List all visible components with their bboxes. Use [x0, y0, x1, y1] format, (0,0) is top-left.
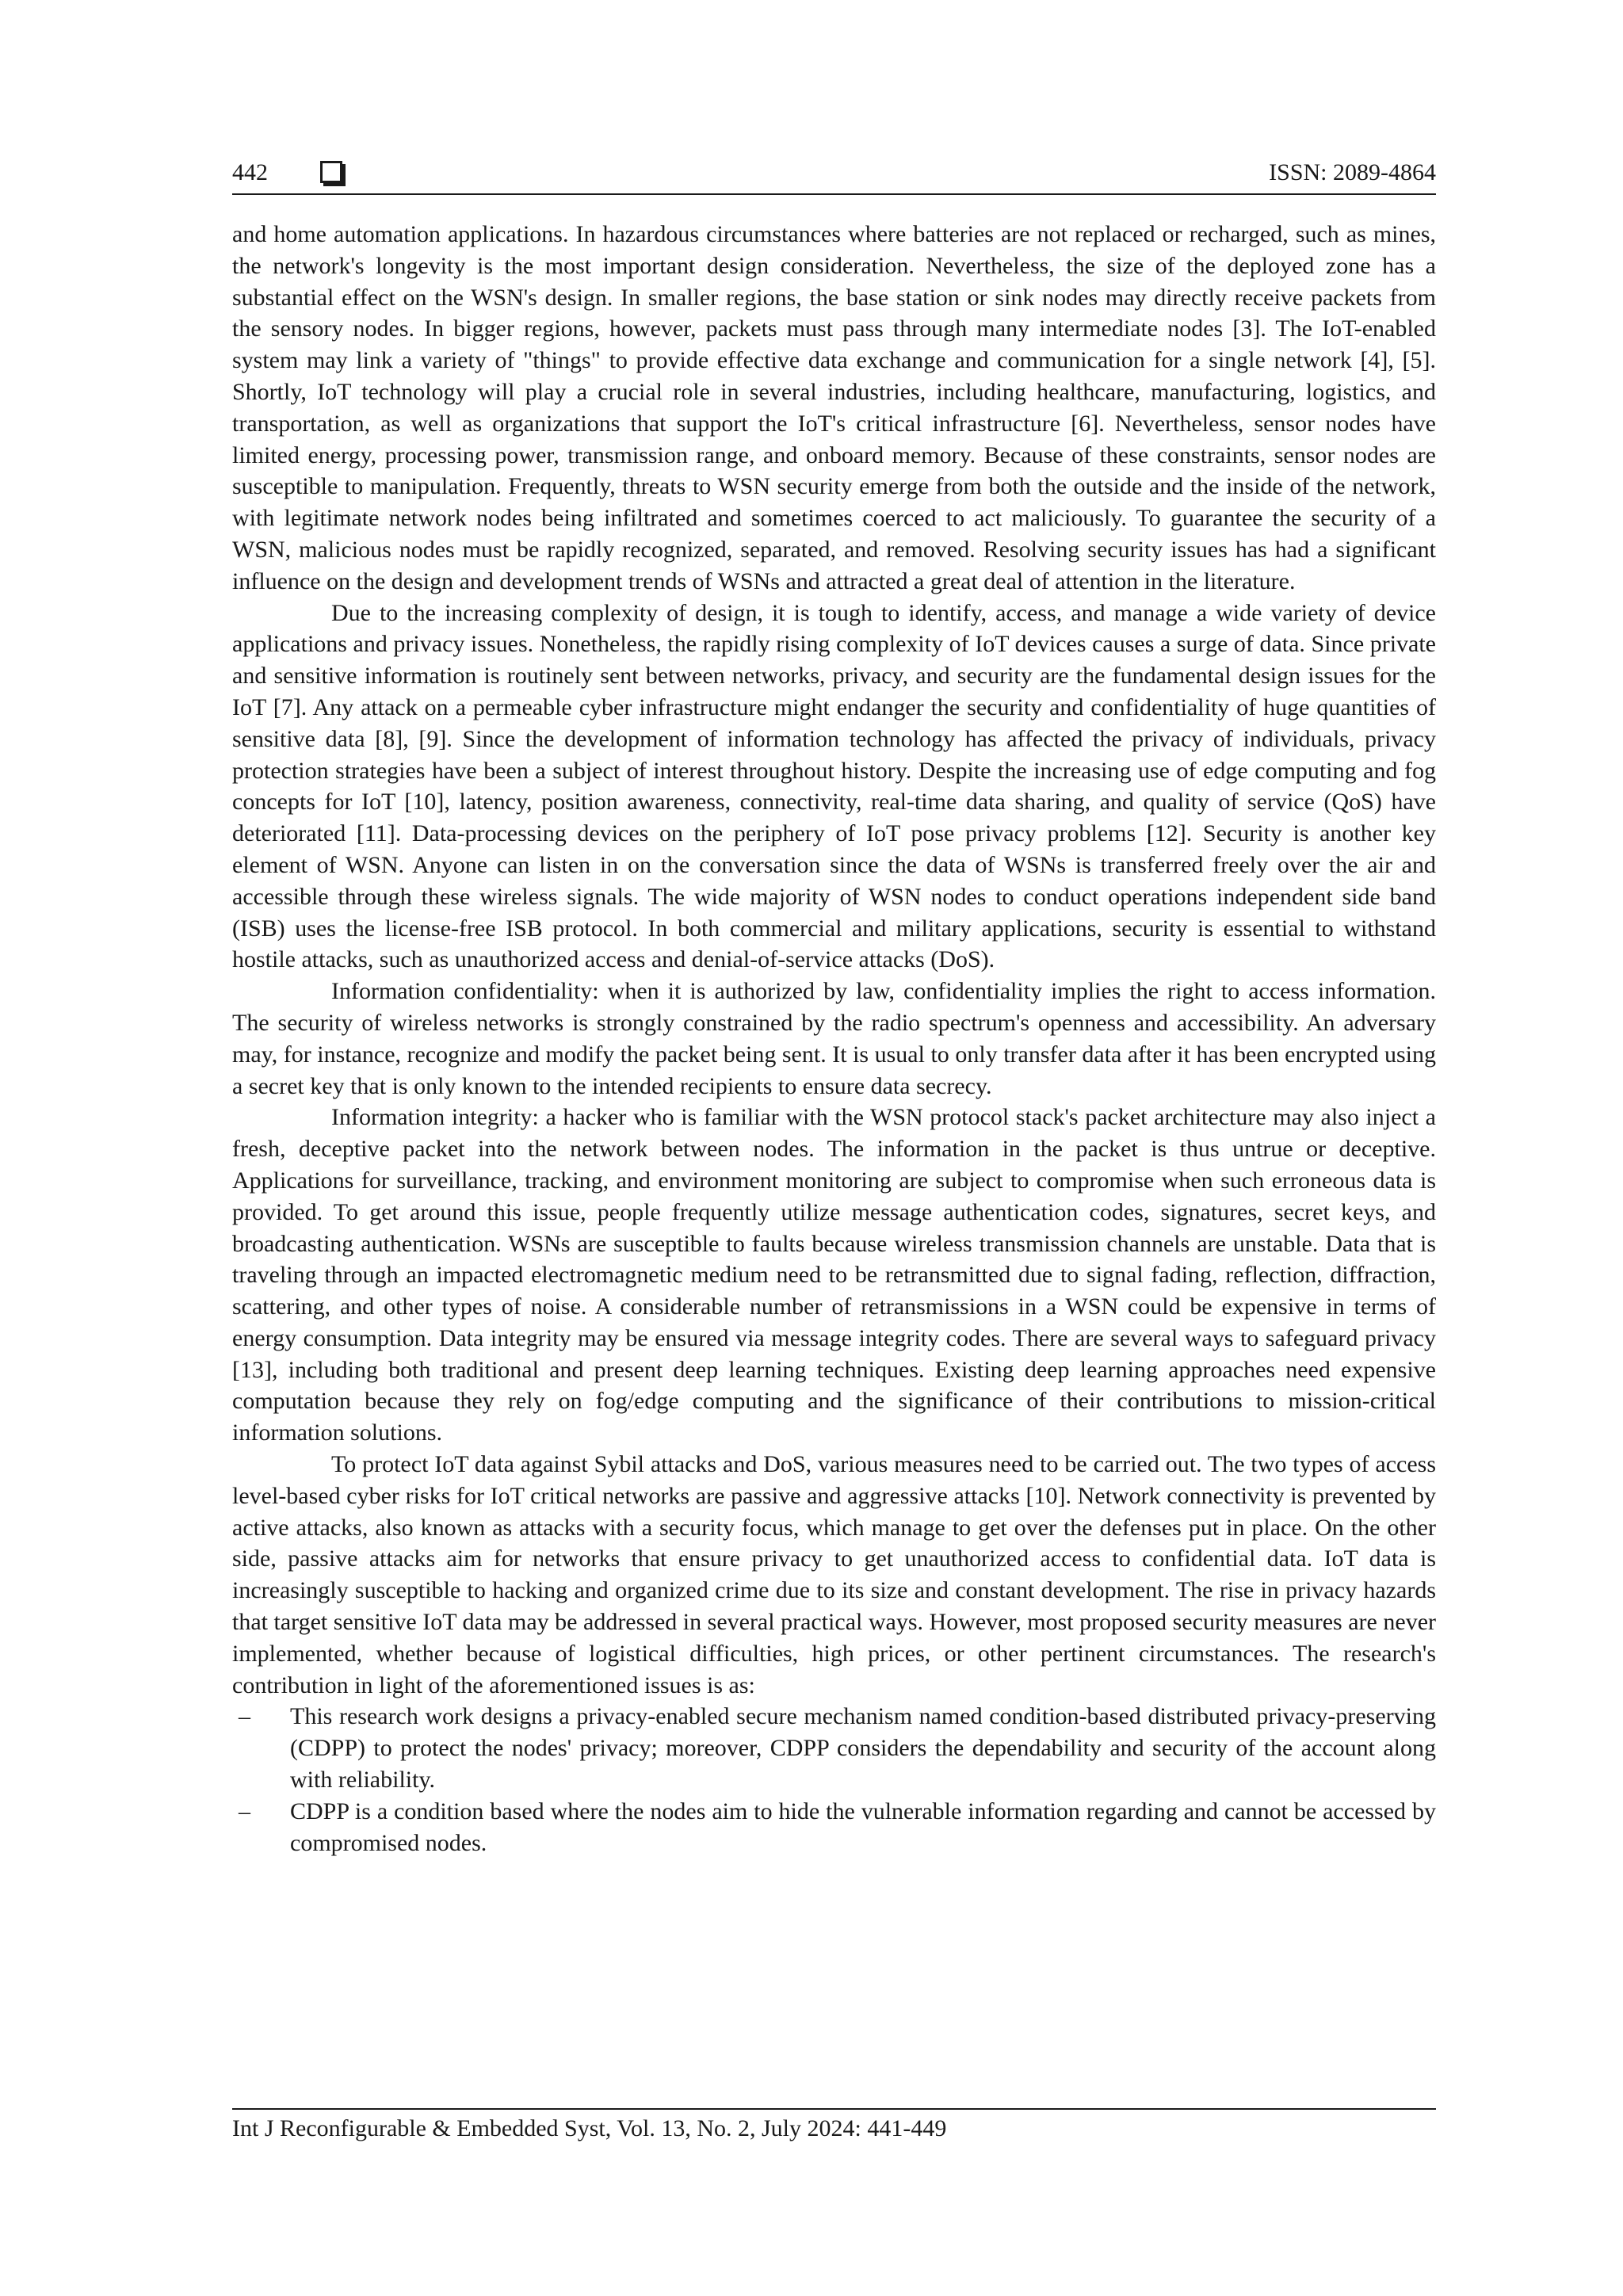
- page-header: [232, 155, 1436, 190]
- list-item: [232, 1796, 1436, 1859]
- header-divider: [232, 193, 1436, 195]
- footer-divider: [232, 2108, 1436, 2110]
- paragraph-continuation: and home automation applications. In hazardous circumstances where batteries are not replaced or recharged, such as mines, the network's longevity is the most important design consideration. Nevertheless, the size of the deployed zone has a substantial effect on the WSN's design. In smaller regions, the base station or sink nodes may directly receive packets from the sensory nodes. In bigger regions, however, packets must pass through many intermediate nodes [3]. The IoT-enabled system may link a variety of "things" to provide effective data exchange and communication for a single network [4], [5]. Shortly, IoT technology will play a crucial role in several industries, including healthcare, manufacturing, logistics, and transportation, as well as organizations that support the IoT's critical infrastructure [6]. Nevertheless, sensor nodes have limited energy, processing power, transmission range, and onboard memory. Because of these constraints, sensor nodes are susceptible to manipulation. Frequently, threats to WSN security emerge from both the outside and the inside of the network, with legitimate network nodes being infiltrated and sometimes coerced to act maliciously. To guarantee the security of a WSN, malicious nodes must be rapidly recognized, separated, and removed. Resolving security issues has had a significant influence on the design and development trends of WSNs and attracted a great deal of attention in the literature.: [232, 221, 1436, 594]
- page-footer: Int J Reconfigurable & Embedded Syst, Vol. 13, No. 2, July 2024: 441-449: [232, 2115, 947, 2141]
- dash-bullet-icon: –: [239, 1797, 250, 1824]
- paragraph: To protect IoT data against Sybil attacks and DoS, various measures need to be carried out. The two types of access level-based cyber risks for IoT critical networks are passive and aggressive attacks [10]. Network connectivity is prevented by active attacks, also known as attacks with a security focus, which manage to get over the defenses put in place. On the other side, passive attacks aim for networks that ensure privacy to get unauthorized access to confidential data. IoT data is increasingly susceptible to hacking and organized crime due to its size and constant development. The rise in privacy hazards that target sensitive IoT data may be addressed in several practical ways. However, most proposed security measures are never implemented, whether because of logistical difficulties, high prices, or other pertinent circumstances. The research's contribution in light of the aforementioned issues is as:: [232, 1451, 1436, 1698]
- page-number: 442: [232, 159, 268, 185]
- square-bullet-icon: [320, 161, 342, 183]
- list-item-text: This research work designs a privacy-enabled secure mechanism named condition-based distributed privacy-preserving (CDPP) to protect the nodes' privacy; moreover, CDPP considers the dependability and security of the account along with reliability.: [290, 1703, 1436, 1794]
- contribution-list: [232, 1701, 1436, 1859]
- paragraph: Information confidentiality: when it is authorized by law, confidentiality implies the right to access information. The security of wireless networks is strongly constrained by the radio spectrum's openness and accessibility. An adversary may, for instance, recognize and modify the packet being sent. It is usual to only transfer data after it has been encrypted using a secret key that is only known to the intended recipients to ensure data secrecy.: [232, 978, 1436, 1099]
- paragraph: Information integrity: a hacker who is familiar with the WSN protocol stack's packet architecture may also inject a fresh, deceptive packet into the network between nodes. The information in the packet is thus untrue or deceptive. Applications for surveillance, tracking, and environment monitoring are subject to compromise when such erroneous data is provided. To get around this issue, people frequently utilize message authentication codes, signatures, secret keys, and broadcasting authentication. WSNs are susceptible to faults because wireless transmission channels are unstable. Data that is traveling through an impacted electromagnetic medium need to be retransmitted due to signal fading, reflection, diffraction, scattering, and other types of noise. A considerable number of retransmissions in a WSN could be expensive in terms of energy consumption. Data integrity may be ensured via message integrity codes. There are several ways to safeguard privacy [13], including both traditional and present deep learning techniques. Existing deep learning approaches need expensive computation because they rely on fog/edge computing and the significance of their contributions to mission-critical information solutions.: [232, 1104, 1436, 1446]
- body-text: [232, 219, 1436, 1859]
- issn-label: ISSN: 2089-4864: [1269, 159, 1436, 185]
- list-item-text: CDPP is a condition based where the nodes aim to hide the vulnerable information regarding and cannot be accessed by compromised nodes.: [290, 1797, 1436, 1856]
- list-item: [232, 1701, 1436, 1795]
- dash-bullet-icon: –: [239, 1703, 250, 1730]
- paragraph: Due to the increasing complexity of design, it is tough to identify, access, and manage a wide variety of device applications and privacy issues. Nonetheless, the rapidly rising complexity of IoT devices causes a surge of data. Since private and sensitive information is routinely sent between networks, privacy, and security are the fundamental design issues for the IoT [7]. Any attack on a permeable cyber infrastructure might endanger the security and confidentiality of huge quantities of sensitive data [8], [9]. Since the development of information technology has affected the privacy of individuals, privacy protection strategies have been a subject of interest throughout history. Despite the increasing use of edge computing and fog concepts for IoT [10], latency, position awareness, connectivity, real-time data sharing, and quality of service (QoS) have deteriorated [11]. Data-processing devices on the periphery of IoT pose privacy problems [12]. Security is another key element of WSN. Anyone can listen in on the conversation since the data of WSNs is transferred freely over the air and accessible through these wireless signals. The wide majority of WSN nodes to conduct operations independent side band (ISB) uses the license-free ISB protocol. In both commercial and military applications, security is essential to withstand hostile attacks, such as unauthorized access and denial-of-service attacks (DoS).: [232, 599, 1436, 973]
